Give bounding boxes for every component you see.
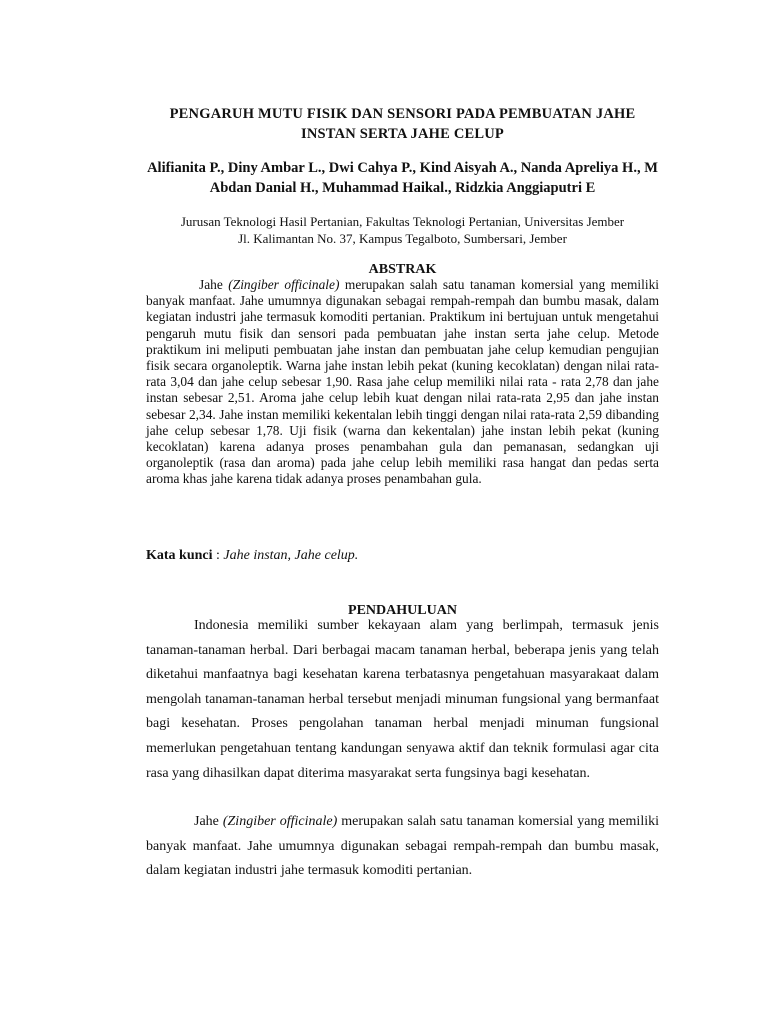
introduction-heading: PENDAHULUAN bbox=[348, 603, 457, 618]
intro-p2-body: merupakan salah satu tanaman komersial yang memiliki banyak manfaat. Jahe umumnya digunakan sebagai rempah-rempah dan bumbu masak, dalam kegiatan industri jahe termasuk komoditi pertanian. bbox=[146, 814, 659, 879]
keywords-separator: : bbox=[212, 548, 224, 563]
keywords-value: Jahe instan, Jahe celup. bbox=[223, 548, 359, 563]
affiliation-address: Jl. Kalimantan No. 37, Kampus Tegalboto, Sumbersari, Jember bbox=[238, 231, 567, 246]
abstract-text bbox=[146, 277, 659, 488]
abstract-heading: ABSTRAK bbox=[368, 262, 437, 277]
affiliation bbox=[146, 213, 659, 247]
introduction-paragraph-2 bbox=[146, 810, 659, 884]
keywords-label: Kata kunci bbox=[146, 548, 213, 563]
introduction-paragraph-1: Indonesia memiliki sumber kekayaan alam yang berlimpah, termasuk jenis tanaman-tanaman herbal. Dari berbagai macam tanaman herbal, beberapa jenis yang telah diketahui manfaatnya bagi kesehatan karena terbatasnya pengetahuan masyarakaat dalam mengolah tanaman-tanaman herbal tersebut menjadi minuman fungsional yang bermanfaat bagi kesehatan. Proses pengolahan tanaman herbal menjadi minuman fungsional memerlukan pengetahuan tentang kandungan senyawa aktif dan teknik formulasi agar cita rasa yang dihasilkan dapat diterima masyarakat serta fungsinya bagi kesehatan. bbox=[146, 618, 659, 781]
keywords bbox=[146, 547, 659, 565]
paper-title: PENGARUH MUTU FISIK DAN SENSORI PADA PEMBUATAN JAHE INSTAN SERTA JAHE CELUP bbox=[169, 106, 636, 142]
intro-p2-species-name: (Zingiber officinale) bbox=[222, 814, 338, 829]
author-list: Alifianita P., Diny Ambar L., Dwi Cahya P., Kind Aisyah A., Nanda Apreliya H., M Abdan Danial H., Muhammad Haikal., Ridzkia Anggiaputri E bbox=[147, 160, 658, 196]
paper-page bbox=[146, 0, 659, 1024]
intro-p2-lead: Jahe bbox=[194, 814, 223, 829]
abstract-body: merupakan salah satu tanaman komersial yang memiliki banyak manfaat. Jahe umumnya digunakan sebagai rempah-rempah dan bumbu masak, dalam kegiatan industri jahe termasuk komoditi pertanian. Praktikum ini bertujuan untuk mengetahui pengaruh mutu fisik dan sensori pada pembuatan jahe instan serta jahe celup. Metode praktikum ini meliputi pembuatan jahe instan dan pembuatan jahe celup kemudian pengujian fisik secara organoleptik. Warna jahe instan lebih pekat (kuning kecoklatan) dengan nilai rata-rata 3,04 dan jahe celup sebesar 1,90. Rasa jahe celup memiliki nilai rata - rata 2,78 dan jahe instan sebesar 2,51. Aroma jahe celup lebih kuat dengan nilai rata-rata 2,95 dan jahe instan sebesar 2,34. Jahe instan memiliki kekentalan lebih tinggi dengan nilai rata-rata 2,59 dibanding jahe celup sebesar 1,78. Uji fisik (warna dan kekentalan) jahe instan lebih pekat (kuning kecoklatan) karena adanya proses penambahan gula dan pemanasan, sedangkan uji organoleptik (rasa dan aroma) pada jahe celup lebih memiliki rasa hangat dan pedas serta aroma khas jahe karena tidak adanya proses penambahan gula. bbox=[146, 277, 659, 487]
abstract-lead: Jahe bbox=[199, 277, 229, 292]
affiliation-institution: Jurusan Teknologi Hasil Pertanian, Fakultas Teknologi Pertanian, Universitas Jember bbox=[180, 214, 625, 229]
abstract-species-name: (Zingiber officinale) bbox=[228, 277, 340, 292]
